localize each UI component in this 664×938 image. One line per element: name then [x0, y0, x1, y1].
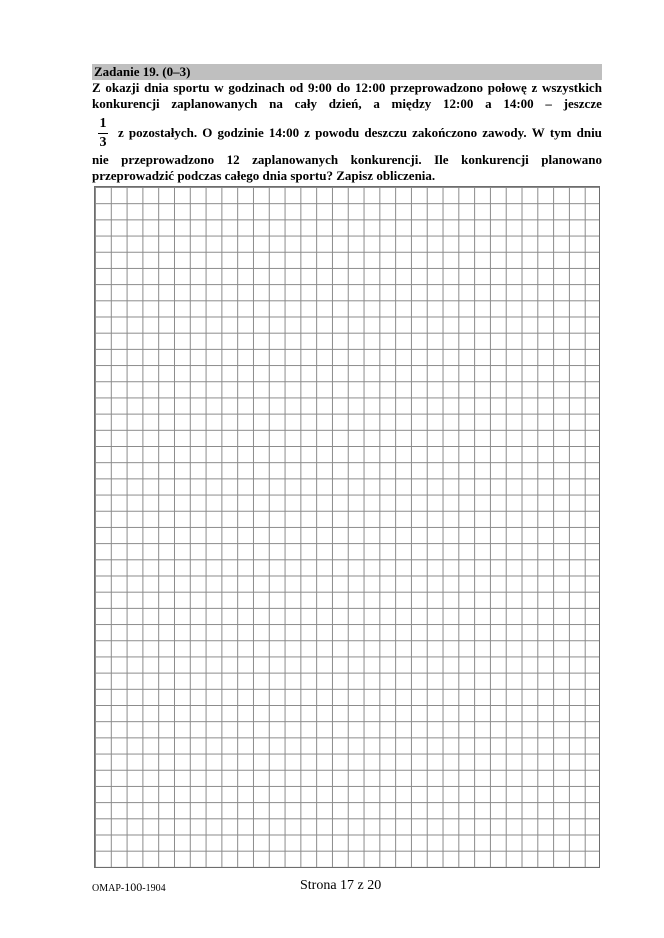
word: okazji [105, 80, 140, 95]
word: Z [92, 80, 101, 95]
exam-code [92, 880, 166, 896]
word: 9:00 [307, 80, 332, 95]
word: z [531, 80, 538, 95]
word: z [118, 125, 124, 140]
page-number: Strona 17 z 20 [300, 878, 382, 893]
word: Ile [434, 152, 449, 167]
word: cały [294, 96, 317, 111]
word: a [485, 96, 492, 111]
word: 14:00 [503, 96, 534, 111]
word: W [531, 125, 545, 140]
word: zakończono [412, 125, 478, 140]
word: od [289, 80, 304, 95]
word: przeprowadzono [390, 80, 483, 95]
word: 12:00 [443, 96, 474, 111]
word: tym [549, 125, 572, 140]
word: deszczu [364, 125, 407, 140]
word: zawody. [482, 125, 527, 140]
word: 12 [226, 152, 240, 167]
word: z [304, 125, 311, 140]
word: zaplanowanych [252, 152, 339, 167]
word: godzinie [217, 125, 264, 140]
word: a [373, 96, 380, 111]
word: planowano [541, 152, 602, 167]
task-header: Zadanie 19. (0–3) [92, 64, 602, 80]
exam-code-suffix: -1904 [142, 883, 166, 894]
word: jeszcze [563, 96, 602, 111]
word: O [202, 125, 213, 140]
word: 12:00 [354, 80, 386, 95]
word: godzinach [228, 80, 285, 95]
word: sportu [173, 80, 210, 95]
exam-code-prefix: OMAP- [92, 883, 125, 894]
word: pozostałych. [128, 125, 198, 140]
word: dzień, [328, 96, 362, 111]
task-line-5 [92, 168, 602, 184]
word: w [214, 80, 224, 95]
word: zaplanowanych [171, 96, 258, 111]
word: połowę [487, 80, 527, 95]
word: konkurencji. [350, 152, 422, 167]
task-line-5-text: przeprowadzić podczas całego dnia sportu? Zapisz obliczenia. [92, 168, 436, 183]
word: między [391, 96, 432, 111]
word: konkurencji [92, 96, 160, 111]
fraction-numerator: 1 [99, 115, 107, 131]
word: dniu [576, 125, 602, 140]
word: do [336, 80, 351, 95]
word: nie [92, 152, 109, 167]
word: powodu [315, 125, 360, 140]
task-line-3-text [118, 125, 602, 141]
word: konkurencji [461, 152, 529, 167]
word: dnia [144, 80, 169, 95]
word: wszystkich [541, 80, 602, 95]
task-line-4 [92, 152, 602, 168]
answer-grid[interactable] [94, 186, 600, 868]
word: 14:00 [268, 125, 300, 140]
task-line-2 [92, 96, 602, 112]
fraction-denominator: 3 [99, 134, 107, 150]
fraction-one-third [98, 116, 108, 151]
task-line-3 [92, 114, 602, 152]
fraction-bar [98, 133, 108, 134]
word: na [269, 96, 283, 111]
word: przeprowadzono [121, 152, 215, 167]
task-line-1 [92, 80, 602, 96]
exam-code-number: 100 [124, 880, 143, 894]
task-statement [92, 80, 602, 184]
word: – [545, 96, 552, 111]
